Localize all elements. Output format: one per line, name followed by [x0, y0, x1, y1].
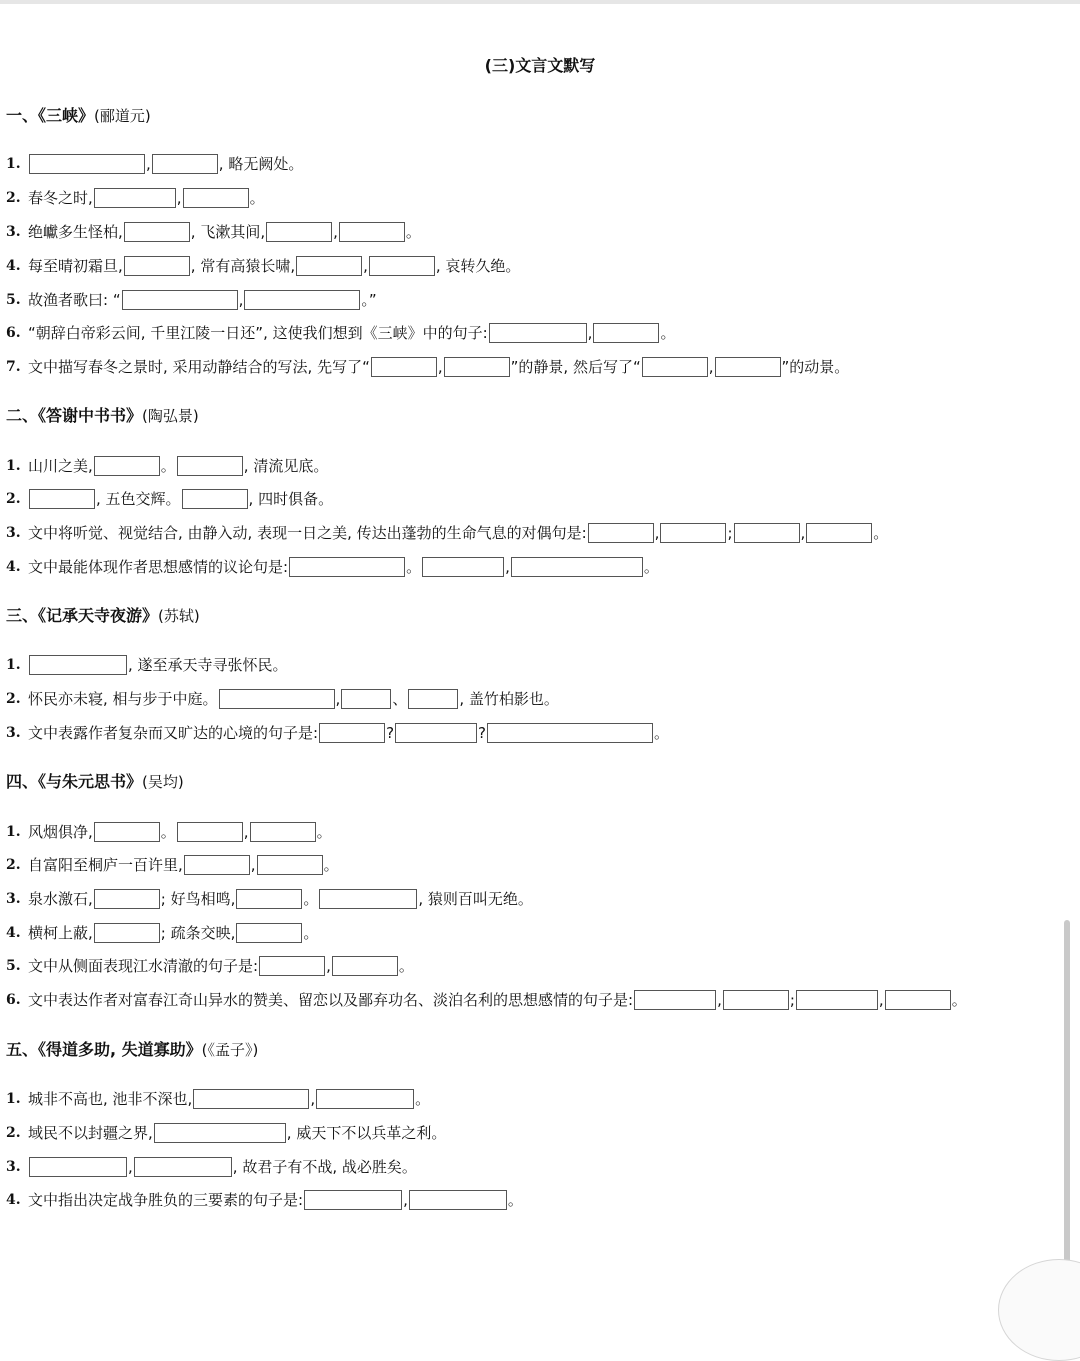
question-number: 3.: [6, 725, 21, 741]
question-text: ,: [243, 823, 249, 841]
answer-blank[interactable]: [395, 723, 477, 743]
question-text: 、: [392, 690, 408, 708]
question-row: [6, 921, 318, 945]
question-number: 1.: [6, 824, 21, 840]
question-row: [6, 152, 303, 176]
question-row: [6, 1121, 446, 1145]
question-row: [6, 954, 414, 978]
question-text: , 五色交辉。: [96, 490, 181, 508]
answer-blank[interactable]: [409, 1190, 507, 1210]
question-number: 7.: [6, 359, 21, 375]
question-row: [6, 820, 332, 844]
question-text: 绝巘多生怪柏,: [28, 223, 123, 241]
question-number: 1.: [6, 1091, 21, 1107]
question-number: 5.: [6, 292, 21, 308]
answer-blank[interactable]: [94, 923, 160, 943]
answer-blank[interactable]: [94, 456, 160, 476]
question-text: ; 好鸟相鸣,: [160, 890, 236, 908]
answer-blank[interactable]: [444, 357, 510, 377]
question-row: [6, 521, 888, 545]
answer-blank[interactable]: [339, 222, 405, 242]
question-text: ;: [727, 524, 733, 542]
section-author: (吴均): [142, 773, 184, 791]
question-text: ”的静景, 然后写了“: [510, 358, 641, 376]
answer-blank[interactable]: [289, 557, 405, 577]
answer-blank[interactable]: [94, 188, 176, 208]
question-text: ,: [146, 155, 151, 173]
question-text: , 遂至承天寺寻张怀民。: [128, 656, 288, 674]
answer-blank[interactable]: [734, 523, 800, 543]
question-number: 4.: [6, 1192, 21, 1208]
question-row: [6, 454, 328, 478]
question-text: , 猿则百叫无绝。: [418, 890, 533, 908]
question-text: 文中从侧面表现江水清澈的句子是:: [28, 957, 259, 975]
question-text: 。: [303, 890, 319, 908]
question-text: ,: [335, 690, 341, 708]
answer-blank[interactable]: [723, 990, 789, 1010]
question-text: 每至晴初霜旦,: [28, 257, 123, 275]
question-number: 1.: [6, 458, 21, 474]
question-text: 。: [316, 823, 332, 841]
question-text: , 故君子有不战, 战必胜矣。: [232, 1158, 417, 1176]
question-text: , 略无阙处。: [218, 155, 304, 173]
section-heading: [6, 770, 184, 794]
answer-blank[interactable]: [177, 456, 243, 476]
answer-blank[interactable]: [319, 889, 417, 909]
section-title-text: 一、《三峡》: [6, 106, 95, 125]
answer-blank[interactable]: [296, 256, 362, 276]
question-text: ,: [878, 991, 884, 1009]
section-heading: [6, 604, 200, 628]
answer-blank[interactable]: [94, 822, 160, 842]
question-number: 2.: [6, 857, 21, 873]
answer-blank[interactable]: [422, 557, 504, 577]
question-row: [6, 186, 265, 210]
question-text: 文中表达作者对富春江奇山异水的赞美、留恋以及鄙弃功名、淡泊名利的思想感情的句子是:: [28, 991, 634, 1009]
question-text: , 盖竹柏影也。: [459, 690, 559, 708]
question-row: [6, 555, 659, 579]
answer-blank[interactable]: [806, 523, 872, 543]
answer-blank[interactable]: [122, 290, 238, 310]
question-text: ?: [478, 724, 486, 742]
answer-blank[interactable]: [257, 855, 323, 875]
section-heading: [6, 404, 199, 428]
answer-blank[interactable]: [244, 290, 360, 310]
answer-blank[interactable]: [304, 1190, 402, 1210]
question-text: 。: [249, 189, 265, 207]
question-text: , 常有高猿长啸,: [190, 257, 296, 275]
answer-blank[interactable]: [316, 1089, 414, 1109]
question-number: 1.: [6, 156, 21, 172]
corner-overlay: [998, 1259, 1080, 1361]
question-row: [6, 653, 288, 677]
question-number: 2.: [6, 691, 21, 707]
question-text: 。: [654, 724, 670, 742]
answer-blank[interactable]: [184, 855, 250, 875]
section-title-text: 二、《答谢中书书》: [6, 406, 143, 425]
question-text: 故渔者歌曰: “: [28, 291, 121, 309]
answer-blank[interactable]: [266, 222, 332, 242]
question-text: 怀民亦未寝, 相与步于中庭。: [28, 690, 218, 708]
question-text: 域民不以封疆之界,: [28, 1124, 153, 1142]
answer-blank[interactable]: [885, 990, 951, 1010]
question-row: [6, 321, 675, 345]
question-text: 。: [415, 1090, 431, 1108]
answer-blank[interactable]: [588, 523, 654, 543]
question-number: 4.: [6, 258, 21, 274]
question-row: [6, 988, 967, 1012]
question-text: 自富阳至桐庐一百许里,: [28, 856, 183, 874]
answer-blank[interactable]: [369, 256, 435, 276]
answer-blank[interactable]: [183, 188, 249, 208]
question-text: 泉水激石,: [28, 890, 93, 908]
question-number: 6.: [6, 325, 21, 341]
answer-blank[interactable]: [94, 889, 160, 909]
question-text: , 飞漱其间,: [190, 223, 266, 241]
question-row: [6, 887, 533, 911]
question-number: 4.: [6, 925, 21, 941]
answer-blank[interactable]: [487, 723, 653, 743]
question-text: ,: [654, 524, 660, 542]
question-number: 3.: [6, 1159, 21, 1175]
answer-blank[interactable]: [193, 1089, 309, 1109]
question-text: 。: [951, 991, 967, 1009]
answer-blank[interactable]: [29, 655, 127, 675]
answer-blank[interactable]: [319, 723, 385, 743]
answer-blank[interactable]: [236, 923, 302, 943]
answer-blank[interactable]: [371, 357, 437, 377]
answer-blank[interactable]: [124, 222, 190, 242]
question-row: [6, 355, 849, 379]
question-number: 1.: [6, 657, 21, 673]
section-author: (陶弘景): [142, 407, 199, 425]
question-text: , 哀转久绝。: [435, 257, 521, 275]
question-text: “朝辞白帝彩云间, 千里江陵一日还”, 这使我们想到《三峡》中的句子:: [28, 324, 488, 342]
question-text: 。: [507, 1191, 523, 1209]
question-text: 。: [160, 457, 176, 475]
answer-blank[interactable]: [29, 1157, 127, 1177]
question-text: 。: [873, 524, 889, 542]
question-number: 3.: [6, 224, 21, 240]
section-title-text: 五、《得道多助, 失道寡助》: [6, 1040, 202, 1059]
section-author: (《孟子》): [201, 1041, 259, 1059]
answer-blank[interactable]: [642, 357, 708, 377]
answer-blank[interactable]: [593, 323, 659, 343]
question-text: ,: [708, 358, 714, 376]
question-text: 城非不高也, 池非不深也,: [28, 1090, 193, 1108]
question-number: 4.: [6, 559, 21, 575]
question-text: 。: [660, 324, 676, 342]
question-text: ,: [238, 291, 244, 309]
question-text: ; 疏条交映,: [160, 924, 236, 942]
question-text: ,: [587, 324, 593, 342]
question-number: 5.: [6, 958, 21, 974]
question-row: [6, 721, 669, 745]
question-text: ,: [333, 223, 338, 241]
answer-blank[interactable]: [332, 956, 398, 976]
page-title: (三)文言文默写: [484, 56, 596, 75]
question-number: 2.: [6, 491, 21, 507]
question-text: ,: [310, 1090, 316, 1108]
answer-blank[interactable]: [177, 822, 243, 842]
question-text: 横柯上蔽,: [28, 924, 93, 942]
question-text: , 四时俱备。: [248, 490, 334, 508]
answer-blank[interactable]: [182, 489, 248, 509]
answer-blank[interactable]: [259, 956, 325, 976]
question-row: [6, 853, 339, 877]
answer-blank[interactable]: [408, 689, 458, 709]
question-number: 2.: [6, 1125, 21, 1141]
question-text: ,: [250, 856, 256, 874]
answer-blank[interactable]: [511, 557, 643, 577]
question-text: ?: [386, 724, 395, 742]
question-row: [6, 1188, 523, 1212]
question-text: ,: [363, 257, 368, 275]
answer-blank[interactable]: [634, 990, 716, 1010]
question-text: 。: [405, 223, 421, 241]
question-text: ,: [176, 189, 182, 207]
question-number: 3.: [6, 891, 21, 907]
question-text: 。: [398, 957, 414, 975]
top-border: [0, 0, 1080, 4]
answer-blank[interactable]: [796, 990, 878, 1010]
answer-blank[interactable]: [715, 357, 781, 377]
answer-blank[interactable]: [660, 523, 726, 543]
question-text: , 清流见底。: [243, 457, 329, 475]
answer-blank[interactable]: [29, 489, 95, 509]
scrollbar[interactable]: [1064, 920, 1070, 1272]
question-text: 风烟俱净,: [28, 823, 93, 841]
question-text: ,: [403, 1191, 408, 1209]
question-text: 。: [303, 924, 319, 942]
question-text: ,: [326, 957, 331, 975]
answer-blank[interactable]: [124, 256, 190, 276]
answer-blank[interactable]: [219, 689, 335, 709]
question-text: 文中最能体现作者思想感情的议论句是:: [28, 558, 289, 576]
question-row: [6, 254, 520, 278]
question-text: 。: [406, 558, 422, 576]
question-row: [6, 1155, 417, 1179]
question-number: 3.: [6, 525, 21, 541]
section-title-text: 三、《记承天寺夜游》: [6, 606, 159, 625]
question-text: ,: [437, 358, 443, 376]
question-row: [6, 220, 421, 244]
section-author: (苏轼): [158, 607, 200, 625]
question-row: [6, 1087, 430, 1111]
question-text: ”的动景。: [781, 358, 850, 376]
question-number: 6.: [6, 992, 21, 1008]
question-text: 文中指出决定战争胜负的三要素的句子是:: [28, 1191, 304, 1209]
question-text: 。: [643, 558, 659, 576]
answer-blank[interactable]: [236, 889, 302, 909]
question-text: ,: [800, 524, 806, 542]
answer-blank[interactable]: [154, 1123, 286, 1143]
section-heading: [6, 1038, 258, 1062]
answer-blank[interactable]: [250, 822, 316, 842]
section-title-text: 四、《与朱元思书》: [6, 772, 143, 791]
question-text: 山川之美,: [28, 457, 93, 475]
question-text: ,: [505, 558, 510, 576]
question-text: ,: [717, 991, 722, 1009]
question-text: 春冬之时,: [28, 189, 93, 207]
answer-blank[interactable]: [489, 323, 587, 343]
answer-blank[interactable]: [29, 154, 145, 174]
section-author: (郦道元): [94, 107, 151, 125]
question-text: , 威天下不以兵革之利。: [286, 1124, 447, 1142]
answer-blank[interactable]: [152, 154, 218, 174]
question-text: 文中描写春冬之景时, 采用动静结合的写法, 先写了“: [28, 358, 370, 376]
question-text: 。: [323, 856, 339, 874]
question-text: 文中表露作者复杂而又旷达的心境的句子是:: [28, 724, 319, 742]
section-heading: [6, 104, 151, 128]
question-text: 文中将听觉、视觉结合, 由静入动, 表现一日之美, 传达出蓬勃的生命气息的对偶句是:: [28, 524, 587, 542]
question-row: [6, 288, 377, 312]
question-text: 。: [160, 823, 176, 841]
answer-blank[interactable]: [341, 689, 391, 709]
question-text: ;: [789, 991, 795, 1009]
question-row: [6, 687, 559, 711]
question-row: [6, 487, 333, 511]
question-text: ,: [128, 1158, 133, 1176]
question-number: 2.: [6, 190, 21, 206]
answer-blank[interactable]: [134, 1157, 232, 1177]
question-text: 。”: [361, 291, 377, 309]
